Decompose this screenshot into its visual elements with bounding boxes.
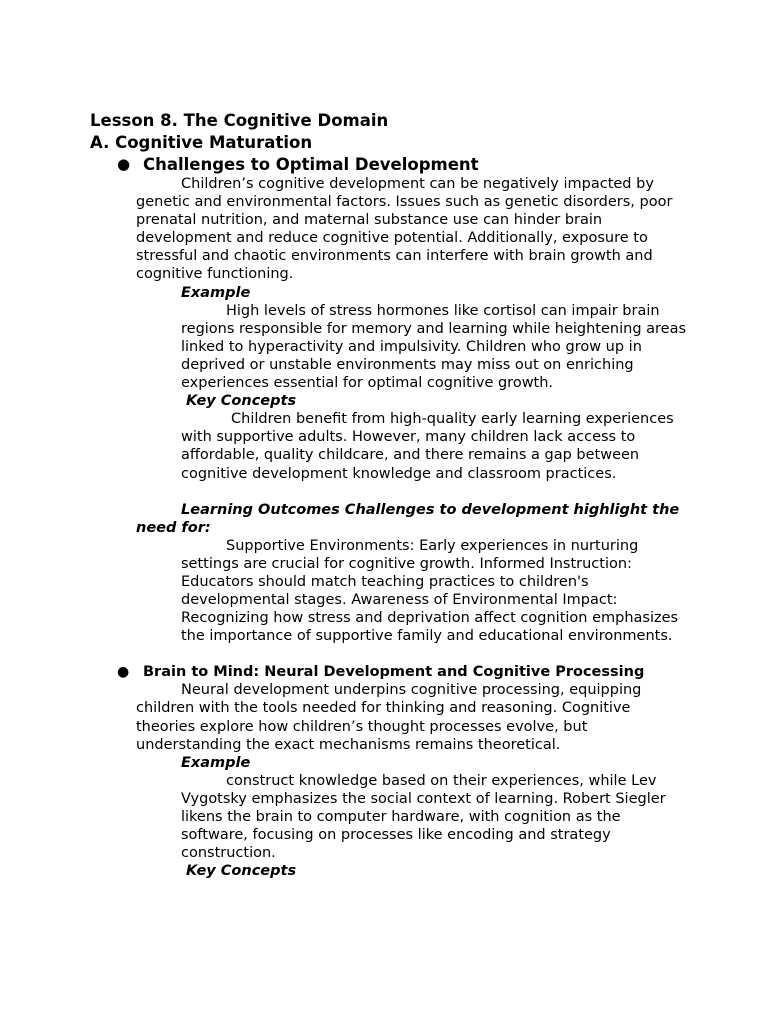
example-label: Example xyxy=(181,754,251,771)
lesson-title: Lesson 8. The Cognitive Domain xyxy=(90,111,389,130)
key-concepts-label: Key Concepts xyxy=(186,393,297,410)
section-heading xyxy=(117,154,690,175)
example-text: construct knowledge based on their experiences, while Lev Vygotsky emphasizes the social context of learning. Robert Siegler likens the brain to computer hardware, with cognition as the software, focusing on processes like encoding and strategy construction. xyxy=(181,772,666,862)
section-heading-text: Challenges to Optimal Development xyxy=(143,155,479,174)
section-heading-text: Brain to Mind: Neural Development and Cognitive Processing xyxy=(143,664,645,681)
example-text: High levels of stress hormones like cortisol can impair brain regions responsible for memory and learning while heightening areas linked to hyperactivity and impulsivity. Children who grow up in deprived or unstable environments may miss out on enriching experiences essential for optimal cognitive growth. xyxy=(181,302,687,392)
spacer xyxy=(90,483,690,501)
section-title: A. Cognitive Maturation xyxy=(90,133,313,152)
learning-outcomes-label: Learning Outcomes Challenges to development highlight the need for: xyxy=(136,501,680,536)
document-body xyxy=(90,110,690,880)
section-heading xyxy=(117,663,690,681)
key-concepts-label: Key Concepts xyxy=(186,863,297,880)
bullet-icon: ● xyxy=(117,664,130,681)
example-label: Example xyxy=(181,284,251,301)
key-concepts-text: Children benefit from high-quality early learning experiences with supportive adults. However, many children lack access to affordable, quality childcare, and there remains a gap between cognitive development knowledge and classroom practices. xyxy=(181,411,674,482)
bullet-icon: ● xyxy=(117,155,131,173)
section-intro: Neural development underpins cognitive processing, equipping children with the tools needed for thinking and reasoning. Cognitive theories explore how children’s thought processes evolve, but understanding the exact mechanisms remains theoretical. xyxy=(136,682,642,753)
learning-outcomes-text: Supportive Environments: Early experiences in nurturing settings are crucial for cognitive growth. Informed Instruction: Educators should match teaching practices to children's developmental stages. Awareness of Environmental Impact: Recognizing how stress and deprivation affect cognition emphasizes the importance of supportive family and educational environments. xyxy=(181,537,679,645)
section-intro: Children’s cognitive development can be negatively impacted by genetic and environmental factors. Issues such as genetic disorders, poor prenatal nutrition, and maternal substance use can hinder brain development and reduce cognitive potential. Additionally, exposure to stressful and chaotic environments can interfere with brain growth and cognitive functioning. xyxy=(136,176,673,283)
